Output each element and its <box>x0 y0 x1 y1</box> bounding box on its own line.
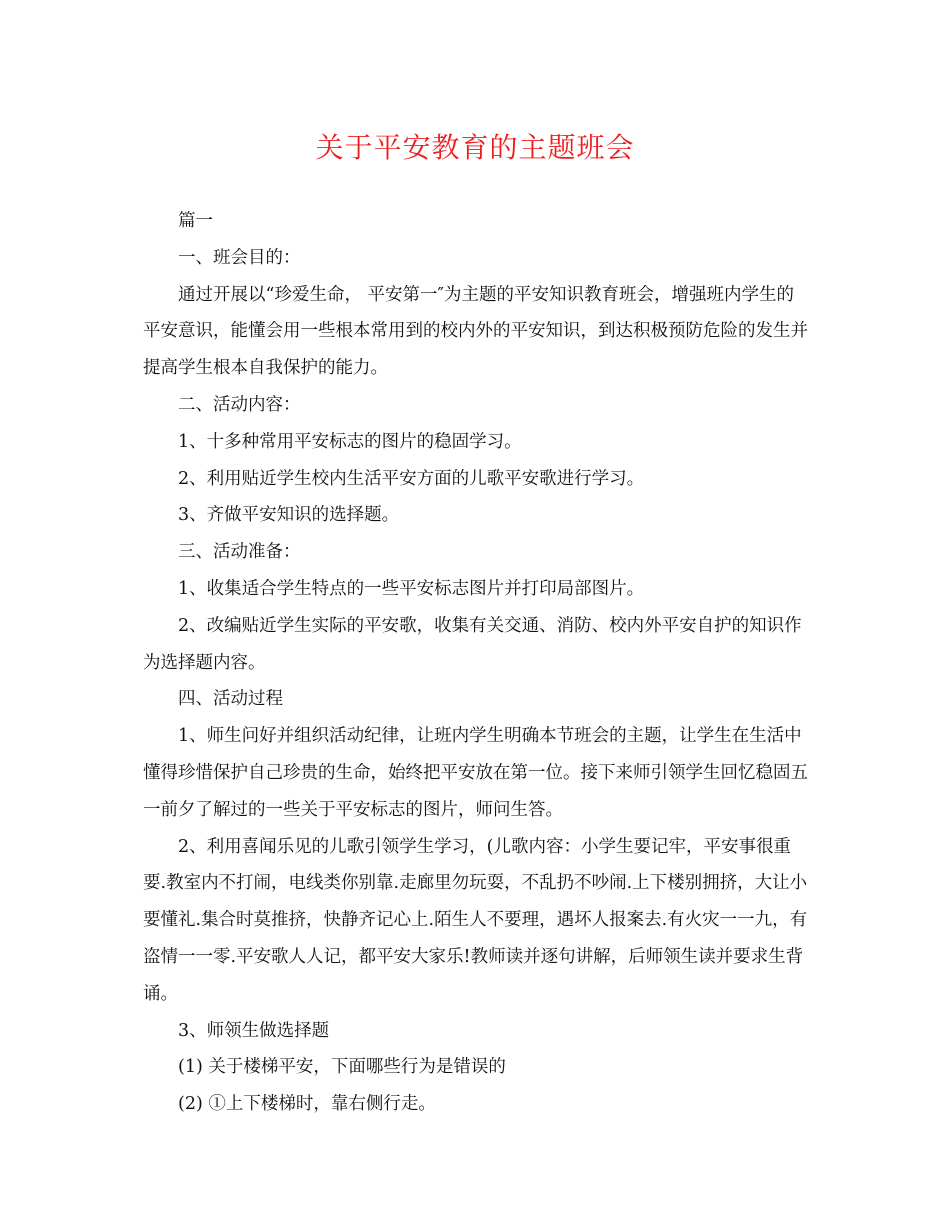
question-item-1: (1) 关于楼梯平安，下面哪些行为是错误的 <box>178 1057 506 1078</box>
list-item-preparation-2: 2、改编贴近学生实际的平安歌，收集有关交通、消防、校内外平安自护的知识作为选择题内容。 <box>143 615 802 673</box>
list-item-process-1: 1、师生问好并组织活动纪律，让班内学生明确本节班会的主题，让学生在生活中懂得珍惜保护自己珍贵的生命，始终把平安放在第一位。接下来师引领学生回忆稳固五一前夕了解过的一些关于平安标志的图片，师问生答。 <box>143 726 808 820</box>
document-body <box>143 203 811 1123</box>
heading-meeting-purpose: 一、班会目的： <box>178 247 301 268</box>
list-item-preparation-1: 1、收集适合学生特点的一些平安标志图片并打印局部图片。 <box>178 578 645 599</box>
paragraph-purpose-body: 通过开展以“珍爱生命， 平安第一″为主题的平安知识教育班会，增强班内学生的平安意识，能懂会用一些根本常用到的校内外的平安知识，到达积极预防危险的发生并提高学生根本自我保护的能力。 <box>143 284 808 379</box>
list-item-process-3: 3、师领生做选择题 <box>178 1020 330 1041</box>
list-item-content-3: 3、齐做平安知识的选择题。 <box>178 505 400 526</box>
heading-activity-content: 二、活动内容： <box>178 394 301 415</box>
heading-activity-preparation: 三、活动准备： <box>178 542 301 563</box>
list-item-process-2: 2、利用喜闻乐见的儿歌引领学生学习，(儿歌内容：小学生要记牢，平安事很重要.教室内不打闹，电线类你别靠.走廊里勿玩耍，不乱扔不吵闹.上下楼别拥挤，大让小要懂礼.集合时莫推挤，快静齐记心上.陌生人不要理，遇坏人报案去.有火灾一一九，有盗情一一零.平安歌人人记，都平安大家乐!教师读并逐句讲解，后师领生读并要求生背诵。 <box>143 836 808 1004</box>
question-item-2: (2) ①上下楼梯时，靠右侧行走。 <box>178 1094 436 1115</box>
list-item-content-2: 2、利用贴近学生校内生活平安方面的儿歌平安歌进行学习。 <box>178 468 645 489</box>
document-title: 关于平安教育的主题班会 <box>315 131 635 164</box>
list-item-content-1: 1、十多种常用平安标志的图片的稳固学习。 <box>178 431 522 452</box>
section-label-part-one: 篇一 <box>178 211 213 231</box>
heading-activity-process: 四、活动过程 <box>178 689 283 710</box>
